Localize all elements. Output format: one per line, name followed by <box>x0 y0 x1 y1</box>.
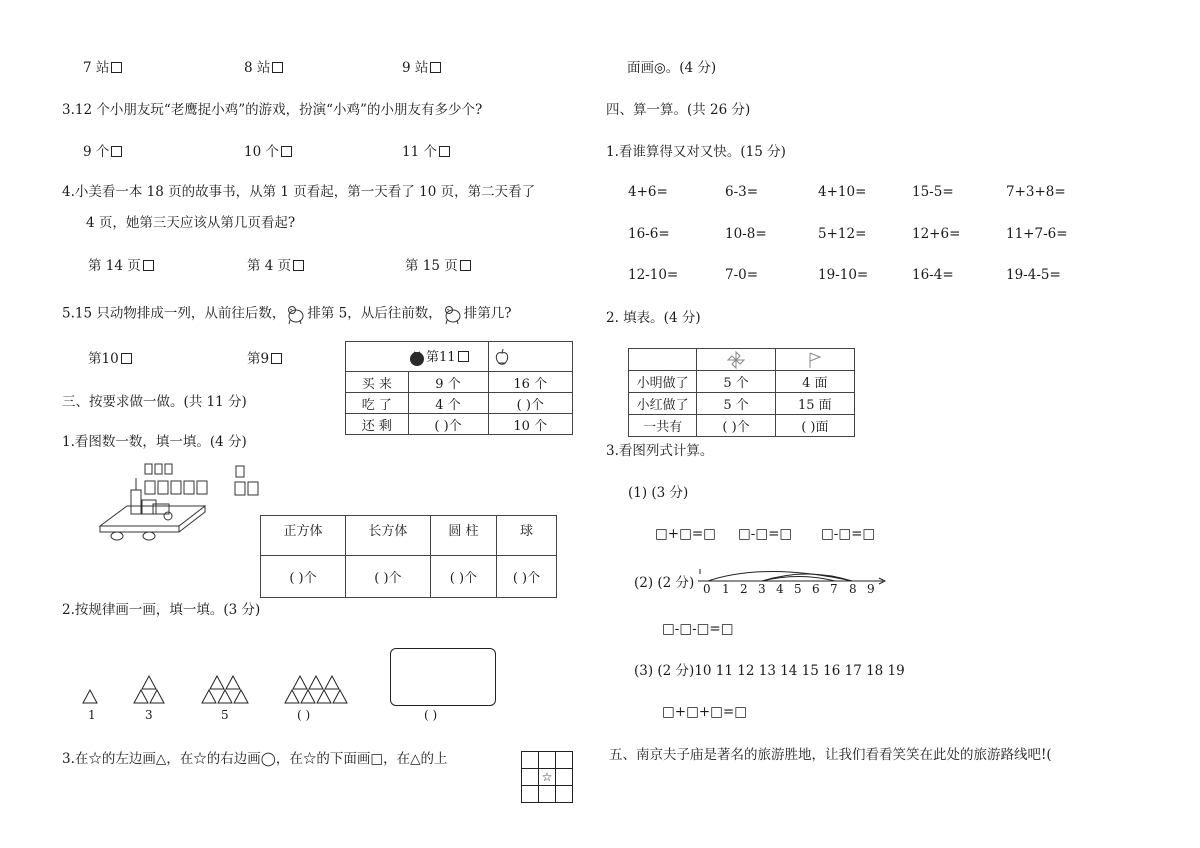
calc-item: 11+7-6= <box>1006 226 1068 242</box>
grid-cell[interactable] <box>522 769 539 786</box>
answer-cell[interactable]: ( )个 <box>345 556 430 598</box>
calc-item: 16-4= <box>912 267 954 283</box>
number-line-label: 4 <box>776 582 784 596</box>
q4-text-line2: 4 页，她第三天应该从第几页看起? <box>86 215 296 231</box>
answer-cell[interactable]: ( )面 <box>775 415 854 437</box>
grid-cell[interactable] <box>539 752 556 769</box>
grid-cell[interactable] <box>539 786 556 803</box>
grid-cell[interactable] <box>556 769 573 786</box>
row-label: 吃 了 <box>346 393 409 414</box>
pattern-label: 3 <box>145 708 153 722</box>
checkbox[interactable] <box>293 260 304 271</box>
calc-item: 10-8= <box>725 226 767 242</box>
checkbox[interactable] <box>121 353 132 364</box>
q2-option-b[interactable]: 8 站 <box>244 59 283 77</box>
equation-blank[interactable]: □+□+□=□ <box>662 704 747 720</box>
checkbox[interactable] <box>458 351 469 362</box>
header-cuboid: 长方体 <box>345 516 430 556</box>
grid-cell[interactable] <box>556 752 573 769</box>
equation-blank[interactable]: □-□=□ <box>821 526 876 542</box>
block-toy-figure <box>95 460 275 542</box>
equation-blank[interactable]: □-□=□ <box>738 526 793 542</box>
number-line-label: 5 <box>794 582 802 596</box>
row-label: 小红做了 <box>629 393 697 415</box>
number-line-label: 3 <box>758 582 766 596</box>
calc-item: 12-10= <box>628 267 679 283</box>
number-line-label: 0 <box>703 582 711 596</box>
cell: 4 面 <box>775 371 854 393</box>
row-label: 还 剩 <box>346 414 409 435</box>
row-label: 一共有 <box>629 415 697 437</box>
cell: 15 面 <box>775 393 854 415</box>
p1-label: (1) (3 分) <box>628 485 689 501</box>
row-label: 小明做了 <box>629 371 697 393</box>
p3-label: (3) (2 分) <box>634 663 695 679</box>
continued-text: 面画◎。(4 分) <box>627 60 717 76</box>
cell: 4 个 <box>408 393 488 414</box>
checkbox[interactable] <box>111 62 122 73</box>
puppy-icon <box>442 303 464 325</box>
cell: 5 个 <box>697 371 775 393</box>
header-cylinder: 圆 柱 <box>430 516 496 556</box>
equation-blank[interactable]: □+□=□ <box>655 526 716 542</box>
section5-text: 五、南京夫子庙是著名的旅游胜地，让我们看看笑笑在此处的旅游路线吧!( <box>609 747 1052 763</box>
q5-option-b[interactable]: 第9 <box>247 350 282 368</box>
calc-item: 5+12= <box>818 226 867 242</box>
grid-cell[interactable] <box>522 752 539 769</box>
calc-item: 12+6= <box>912 226 961 242</box>
number-line-label: 8 <box>849 582 857 596</box>
answer-cell[interactable]: ( )个 <box>430 556 496 598</box>
calc-item: 7+3+8= <box>1006 184 1066 200</box>
p3-line <box>634 662 905 680</box>
drawing-box-answer[interactable]: ( ) <box>424 708 438 722</box>
s4q3-title: 3.看图列式计算。 <box>606 443 714 459</box>
q4-text-line1: 4.小美看一本 18 页的故事书，从第 1 页看起，第一天看了 10 页，第二天看了 <box>62 184 536 200</box>
q3-text: 3.12 个小朋友玩“老鹰捉小鸡”的游戏，扮演“小鸡”的小朋友有多少个? <box>62 102 483 118</box>
header-sphere: 球 <box>496 516 556 556</box>
triangle-pattern <box>78 668 358 708</box>
flag-icon <box>807 351 823 369</box>
checkbox[interactable] <box>281 146 292 157</box>
pomegranate-icon <box>408 349 426 367</box>
answer-cell[interactable]: ( )个 <box>496 556 556 598</box>
calc-item: 16-6= <box>628 226 670 242</box>
puppy-icon <box>285 303 307 325</box>
equation-blank[interactable]: □-□-□=□ <box>662 621 734 637</box>
calc-item: 6-3= <box>725 184 759 200</box>
p2-label: (2) (2 分) <box>634 575 695 591</box>
star-cell: ☆ <box>539 769 556 786</box>
fruit-table <box>345 341 573 435</box>
row-label: 买 来 <box>346 372 409 393</box>
checkbox[interactable] <box>143 260 154 271</box>
q2-option-c[interactable]: 9 站 <box>402 59 441 77</box>
calc-item: 4+6= <box>628 184 668 200</box>
section3-title: 三、按要求做一做。(共 11 分) <box>62 394 247 410</box>
number-line-label: 6 <box>812 582 820 596</box>
q5-option-a[interactable]: 第10 <box>88 350 132 368</box>
q3-option-b[interactable]: 10 个 <box>244 143 292 161</box>
shape-table <box>260 515 557 598</box>
drawing-box[interactable] <box>390 648 496 706</box>
q5-text: 5.15 只动物排成一列，从前往后数， 排第 5，从后往前数， 排第几? <box>62 303 512 325</box>
q4-option-a[interactable]: 第 14 页 <box>88 257 154 275</box>
header-cube: 正方体 <box>261 516 346 556</box>
grid-cell[interactable] <box>522 786 539 803</box>
position-grid <box>521 751 573 803</box>
apple-icon <box>493 348 511 366</box>
checkbox[interactable] <box>272 62 283 73</box>
s3q3-text: 3.在☆的左边画△，在☆的右边画◯，在☆的下面画□，在△的上 <box>62 751 448 767</box>
q4-option-b[interactable]: 第 4 页 <box>247 257 304 275</box>
q3-option-c[interactable]: 11 个 <box>402 143 450 161</box>
pinwheel-icon <box>726 350 746 370</box>
calc-item: 19-4-5= <box>1006 267 1061 283</box>
answer-cell[interactable]: ( )个 <box>408 414 488 435</box>
calc-item: 19-10= <box>818 267 869 283</box>
cell: 16 个 <box>488 372 573 393</box>
p3-numbers: 10 11 12 13 14 15 16 17 18 19 <box>694 663 905 679</box>
answer-cell[interactable]: ( )个 <box>261 556 346 598</box>
number-line-label: 7 <box>830 582 838 596</box>
cell: 9 个 <box>408 372 488 393</box>
pattern-answer[interactable]: ( ) <box>297 708 311 722</box>
calc-item: 4+10= <box>818 184 867 200</box>
fill-table <box>628 348 855 437</box>
answer-cell[interactable]: ( )个 <box>488 393 573 414</box>
number-line-label: 2 <box>740 582 748 596</box>
s3q1-title: 1.看图数一数，填一填。(4 分) <box>62 434 247 450</box>
pattern-label: 1 <box>88 708 96 722</box>
calc-item: 7-0= <box>725 267 759 283</box>
q4-option-c[interactable]: 第 15 页 <box>405 257 471 275</box>
grid-cell[interactable] <box>556 786 573 803</box>
checkbox[interactable] <box>430 62 441 73</box>
cell: 10 个 <box>488 414 573 435</box>
s4q2-title: 2. 填表。(4 分) <box>606 310 701 326</box>
checkbox[interactable] <box>271 353 282 364</box>
calc-item: 15-5= <box>912 184 954 200</box>
number-line-label: 9 <box>867 582 875 596</box>
pattern-label: 5 <box>221 708 229 722</box>
number-line-label: 1 <box>722 582 730 596</box>
answer-cell[interactable]: ( )个 <box>697 415 775 437</box>
checkbox[interactable] <box>439 146 450 157</box>
q3-option-a[interactable]: 9 个 <box>83 143 122 161</box>
checkbox[interactable] <box>111 146 122 157</box>
q2-option-a[interactable]: 7 站 <box>83 59 122 77</box>
q5-option-c[interactable]: 第11 <box>426 350 469 365</box>
section4-title: 四、算一算。(共 26 分) <box>606 102 751 118</box>
s4q1-title: 1.看谁算得又对又快。(15 分) <box>606 144 786 160</box>
checkbox[interactable] <box>460 260 471 271</box>
cell: 5 个 <box>697 393 775 415</box>
s3q2-title: 2.按规律画一画，填一填。(3 分) <box>62 602 261 618</box>
